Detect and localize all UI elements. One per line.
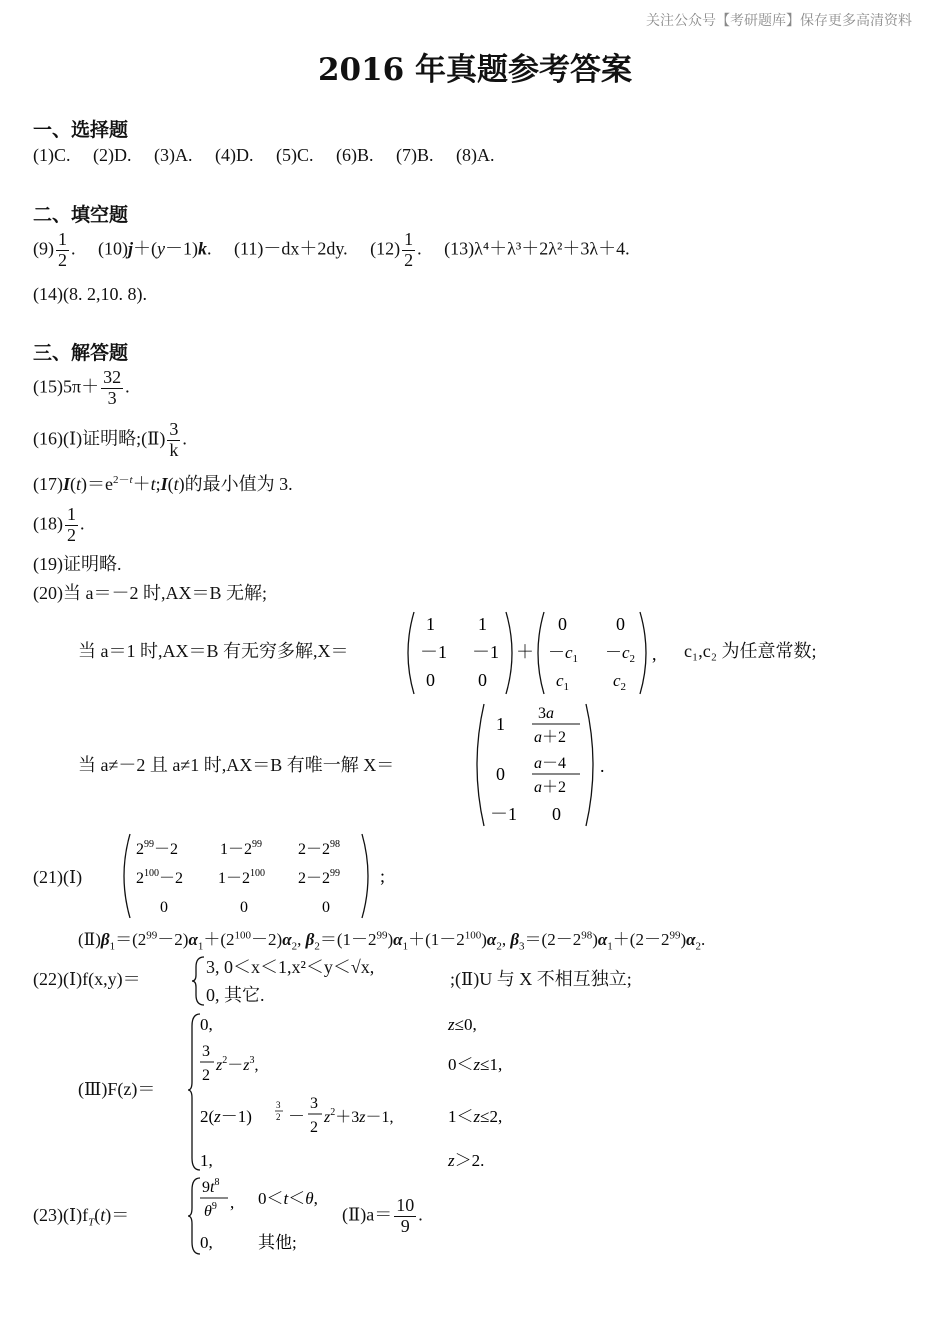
svg-text:.: .	[600, 756, 605, 776]
svg-text:9t8: $9t^8$	[202, 1177, 220, 1196]
svg-text:θ9: $\theta^9$	[204, 1201, 217, 1220]
svg-text:299－2: $2^{99}-2$	[136, 839, 179, 858]
q17-answer: $(17)I(t)=e^{2-t}+t;I(t)$的最小值为 3.	[33, 474, 293, 494]
q21-label: (21)(Ⅰ)	[33, 867, 83, 887]
choice-answers	[33, 146, 513, 164]
q18-answer: (18) $\frac{1}{2}$ .	[33, 504, 85, 545]
choice-answer: (4)D.	[215, 145, 254, 165]
svg-text:a－4: a－4	[534, 755, 567, 772]
svg-text:2100－2: $2^{100}-2$	[136, 868, 184, 887]
svg-text:;: ;	[380, 866, 386, 886]
svg-text:2: 2	[310, 1119, 318, 1136]
svg-text:－c1: $-c_1$	[548, 643, 579, 665]
q9-fraction: $\frac{1}{2}$	[58, 229, 67, 270]
svg-text:1: 1	[478, 614, 487, 634]
svg-text:2－299: $2-2^{99}$	[298, 868, 341, 887]
svg-text:3: 3	[310, 1095, 318, 1112]
svg-text:＋: ＋	[516, 642, 534, 662]
svg-text:c1: $c_1$	[556, 671, 570, 693]
svg-text:2(z－1): 2(z－1)	[200, 1107, 252, 1126]
choice-answer: (3)A.	[154, 145, 193, 165]
page-title: 2016 年真题参考答案	[317, 52, 633, 88]
svg-text:－1: －1	[420, 642, 447, 662]
choice-answer: (6)B.	[336, 145, 374, 165]
q22-label: (22)(Ⅰ)f(x,y)＝	[33, 969, 141, 989]
svg-text:1－299: $1-2^{99}$	[220, 839, 263, 858]
svg-text:0,: 0,	[200, 1233, 213, 1252]
q13-answer: (13)λ⁴＋λ³＋2λ²＋3λ＋4.	[444, 238, 630, 259]
q20-case-a: (20)当 a＝－2 时,AX＝B 无解;	[33, 583, 267, 603]
q22-case-1: 3, 0＜x＜1,x²＜y＜√x,	[206, 957, 375, 977]
q14-answer: (14)(8. 2,10. 8).	[33, 284, 147, 304]
q22-part3-label: (Ⅲ)F(z)＝	[78, 1079, 156, 1099]
svg-text:其他;: 其他;	[258, 1233, 297, 1252]
svg-text:2: 2	[202, 1067, 210, 1084]
q23-part2: (Ⅱ)a＝ $\frac{10}{9}$ .	[342, 1195, 423, 1236]
choice-answer: (8)A.	[456, 145, 495, 165]
svg-text:,: ,	[652, 644, 657, 664]
section-heading-solve: 三、解答题	[33, 342, 129, 364]
svg-text:2－298: $2-2^{98}$	[298, 839, 341, 858]
svg-text:a＋2: a＋2	[534, 729, 567, 746]
svg-text:0: 0	[426, 670, 435, 690]
svg-text:z2－z3,: $z^2-z^3$,	[216, 1055, 259, 1074]
svg-text:1: 1	[426, 614, 435, 634]
q19-answer: (19)证明略.	[33, 554, 122, 574]
choice-answer: (2)D.	[93, 145, 132, 165]
svg-text:2: 2	[276, 1112, 281, 1122]
q23-label: $(23)(Ⅰ)f_T(t)=$	[33, 1205, 130, 1229]
q20-case-b-prefix: 当 a＝1 时,AX＝B 有无穷多解,X＝	[78, 641, 349, 661]
choice-answer: (1)C.	[33, 145, 71, 165]
svg-text:1－2100: $1-2^{100}$	[218, 868, 266, 887]
q22-case-2: 0, 其它.	[206, 985, 265, 1005]
svg-text:z＞2.: z＞2.	[448, 1151, 485, 1170]
svg-text:0: 0	[160, 899, 168, 916]
q20-case-b-matrices	[400, 608, 670, 698]
q20-case-c-matrix	[470, 700, 620, 830]
svg-text:1: 1	[496, 714, 505, 734]
svg-text:－: －	[288, 1107, 305, 1126]
q10-label: (10)	[98, 238, 128, 259]
section-heading-fill: 二、填空题	[33, 204, 129, 226]
q9-label: (9)	[33, 238, 54, 259]
svg-text:0: 0	[616, 614, 625, 634]
q20-case-c-prefix: 当 a≠－2 且 a≠1 时,AX＝B 有唯一解 X＝	[78, 755, 395, 775]
q21-part2: $(Ⅱ)\beta_1=(2^{99}-2)\alpha_1+(2^{100}-2)\alpha_2$, $\beta_2=(1-2^{99})\alpha_1+(1-2^{100})\alpha_2$, $\beta_3=(2-2^{98})\alpha_1+(2-2^{99})\alpha_2$.	[78, 929, 706, 953]
svg-text:c2: $c_2$	[613, 671, 627, 693]
svg-text:0: 0	[322, 899, 330, 916]
svg-text:0: 0	[240, 899, 248, 916]
section-heading-choice: 一、选择题	[33, 119, 129, 141]
q16-answer: (16)(Ⅰ)证明略;(Ⅱ) $\frac{3}{k}$ .	[33, 419, 187, 460]
svg-text:0: 0	[496, 764, 505, 784]
svg-text:z2＋3z－1,: $z^2+3z-1$,	[324, 1107, 394, 1126]
q23-piecewise	[186, 1176, 346, 1256]
svg-text:,: ,	[230, 1193, 235, 1212]
fill-answers-row: (9) $\frac{1}{2}$ . (10)j＋(y－1)k. (11)－dx＋2dy. (12) $\frac{1}{2}$ . (13)λ⁴＋λ³＋2λ²＋3λ＋4.	[33, 229, 630, 270]
choice-answer: (5)C.	[276, 145, 314, 165]
svg-text:0: 0	[478, 670, 487, 690]
svg-text:a＋2: a＋2	[534, 779, 567, 796]
svg-text:3: 3	[202, 1043, 210, 1060]
svg-text:－1: －1	[472, 642, 499, 662]
watermark: 关注公众号【考研题库】保存更多高清资料	[646, 13, 912, 29]
q21-matrix	[118, 830, 398, 922]
q12-fraction: $\frac{1}{2}$	[404, 229, 414, 270]
svg-text:－c2: $-c_2$	[605, 643, 636, 665]
q15-answer: (15)5π＋ $\frac{32}{3}$ .	[33, 367, 130, 408]
q12-label: (12)	[370, 238, 401, 259]
choice-answer: (7)B.	[396, 145, 434, 165]
svg-text:1,: 1,	[200, 1151, 213, 1170]
svg-text:0,: 0,	[200, 1015, 213, 1034]
q22-tail: ;(Ⅱ)U 与 X 不相互独立;	[450, 969, 632, 989]
svg-text:0: 0	[558, 614, 567, 634]
svg-text:0＜t＜θ,: 0＜t＜θ,	[258, 1189, 318, 1208]
svg-text:3a: 3a	[538, 705, 554, 722]
svg-text:3: 3	[276, 1100, 281, 1110]
svg-text:0＜z≤1,: 0＜z≤1,	[448, 1055, 503, 1074]
svg-text:z≤0,: z≤0,	[448, 1015, 477, 1034]
svg-text:0: 0	[552, 804, 561, 824]
q11-answer: (11)－dx＋2dy.	[234, 238, 348, 259]
q22-part3-cases	[198, 1010, 558, 1175]
q20-case-b-suffix: c₁,c₂ 为任意常数;	[684, 641, 817, 661]
svg-text:1＜z≤2,: 1＜z≤2,	[448, 1107, 503, 1126]
svg-text:－1: －1	[490, 804, 517, 824]
